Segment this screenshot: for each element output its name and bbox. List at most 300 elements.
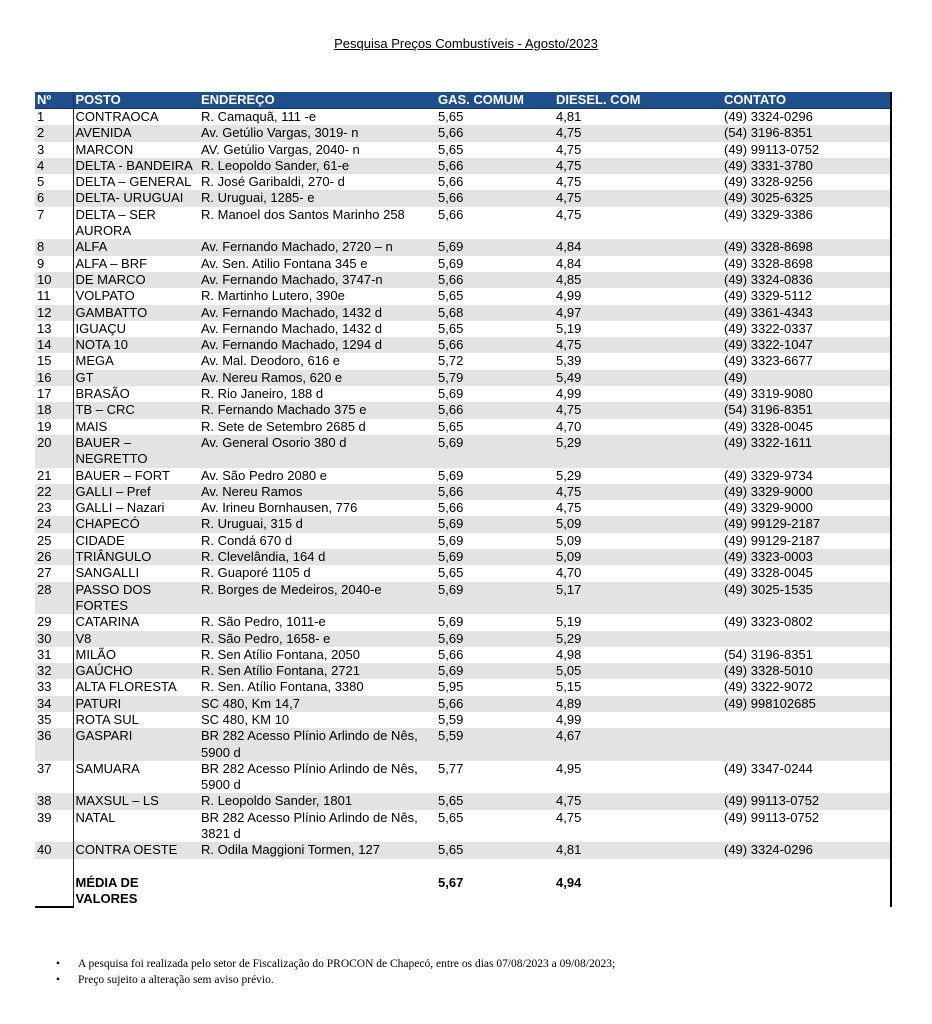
station-address: R. Borges de Medeiros, 2040-e xyxy=(199,582,436,615)
table-row xyxy=(35,142,891,158)
station-name: DELTA – GENERAL xyxy=(73,174,199,190)
station-address: R. Fernando Machado 375 e xyxy=(199,402,436,418)
table-row xyxy=(35,696,891,712)
station-contact: (49) 3331-3780 xyxy=(722,158,891,174)
station-name: SANGALLI xyxy=(73,565,199,581)
station-contact: (49) 99113-0752 xyxy=(722,810,891,843)
average-gas-price: 5,67 xyxy=(436,859,554,907)
station-name: DE MARCO xyxy=(73,272,199,288)
station-name: ALFA – BRF xyxy=(73,256,199,272)
gas-price: 5,65 xyxy=(436,321,554,337)
station-address: BR 282 Acesso Plínio Arlindo de Nês, 3821 d xyxy=(199,810,436,843)
station-contact: (49) 3329-3386 xyxy=(722,207,891,240)
station-name: DELTA – SER AURORA xyxy=(73,207,199,240)
row-number: 36 xyxy=(35,728,73,761)
average-empty-cell xyxy=(35,859,73,907)
station-address: BR 282 Acesso Plínio Arlindo de Nês, 5900 d xyxy=(199,761,436,794)
station-name: CONTRAOCA xyxy=(73,109,199,126)
station-address: BR 282 Acesso Plínio Arlindo de Nês, 5900 d xyxy=(199,728,436,761)
row-number: 4 xyxy=(35,158,73,174)
station-address: R. Uruguai, 1285- e xyxy=(199,190,436,206)
station-contact: (49) 3329-9000 xyxy=(722,500,891,516)
station-name: ALTA FLORESTA xyxy=(73,679,199,695)
row-number: 10 xyxy=(35,272,73,288)
row-number: 32 xyxy=(35,663,73,679)
diesel-price: 4,75 xyxy=(554,174,722,190)
diesel-price: 5,29 xyxy=(554,468,722,484)
station-name: ALFA xyxy=(73,239,199,255)
diesel-price: 5,19 xyxy=(554,614,722,630)
diesel-price: 4,75 xyxy=(554,125,722,141)
row-number: 3 xyxy=(35,142,73,158)
table-row xyxy=(35,533,891,549)
table-row xyxy=(35,793,891,809)
table-row xyxy=(35,810,891,843)
row-number: 40 xyxy=(35,842,73,858)
table-row xyxy=(35,647,891,663)
station-contact: (49) 3324-0296 xyxy=(722,109,891,126)
footnote-text: A pesquisa foi realizada pelo setor de Fiscalização do PROCON de Chapecó, entre os dias 07/08/2023 a 09/08/2023; xyxy=(78,958,616,970)
diesel-price: 4,75 xyxy=(554,190,722,206)
station-contact xyxy=(722,712,891,728)
row-number: 27 xyxy=(35,565,73,581)
gas-price: 5,68 xyxy=(436,305,554,321)
station-address: R. Odila Maggioni Tormen, 127 xyxy=(199,842,436,858)
table-row xyxy=(35,614,891,630)
table-row xyxy=(35,256,891,272)
station-name: DELTA- URUGUAI xyxy=(73,190,199,206)
station-contact: (49) 998102685 xyxy=(722,696,891,712)
station-address: Av. Irineu Bornhausen, 776 xyxy=(199,500,436,516)
gas-price: 5,95 xyxy=(436,679,554,695)
table-row xyxy=(35,516,891,532)
diesel-price: 4,67 xyxy=(554,728,722,761)
station-name: NATAL xyxy=(73,810,199,843)
station-name: BAUER – FORT xyxy=(73,468,199,484)
table-body xyxy=(35,109,891,907)
station-contact: (49) 3328-5010 xyxy=(722,663,891,679)
diesel-price: 4,75 xyxy=(554,500,722,516)
row-number: 19 xyxy=(35,419,73,435)
row-number: 1 xyxy=(35,109,73,126)
station-contact: (54) 3196-8351 xyxy=(722,402,891,418)
station-contact: (54) 3196-8351 xyxy=(722,125,891,141)
column-header-number: Nº xyxy=(35,92,73,109)
row-number: 8 xyxy=(35,239,73,255)
station-name: MEGA xyxy=(73,353,199,369)
station-name: GAÚCHO xyxy=(73,663,199,679)
table-row xyxy=(35,582,891,615)
station-contact: (49) 3322-1047 xyxy=(722,337,891,353)
diesel-price: 4,75 xyxy=(554,158,722,174)
diesel-price: 4,84 xyxy=(554,256,722,272)
gas-price: 5,66 xyxy=(436,158,554,174)
diesel-price: 4,75 xyxy=(554,810,722,843)
station-contact: (49) 99113-0752 xyxy=(722,793,891,809)
diesel-price: 5,15 xyxy=(554,679,722,695)
gas-price: 5,69 xyxy=(436,614,554,630)
diesel-price: 4,85 xyxy=(554,272,722,288)
gas-price: 5,66 xyxy=(436,207,554,240)
station-address: R. Uruguai, 315 d xyxy=(199,516,436,532)
station-name: VOLPATO xyxy=(73,288,199,304)
station-contact: (49) 99113-0752 xyxy=(722,142,891,158)
average-label: MÉDIA DE VALORES xyxy=(73,859,199,907)
station-address: Av. Mal. Deodoro, 616 e xyxy=(199,353,436,369)
fuel-price-table xyxy=(35,92,892,908)
row-number: 34 xyxy=(35,696,73,712)
station-name: GALLI – Pref xyxy=(73,484,199,500)
gas-price: 5,69 xyxy=(436,516,554,532)
station-contact: (49) 3328-9256 xyxy=(722,174,891,190)
table-row xyxy=(35,565,891,581)
station-contact: (49) 3347-0244 xyxy=(722,761,891,794)
row-number: 28 xyxy=(35,582,73,615)
diesel-price: 4,75 xyxy=(554,402,722,418)
station-name: GT xyxy=(73,370,199,386)
gas-price: 5,69 xyxy=(436,386,554,402)
average-diesel-price: 4,94 xyxy=(554,859,722,907)
row-number: 37 xyxy=(35,761,73,794)
station-name: AVENIDA xyxy=(73,125,199,141)
gas-price: 5,66 xyxy=(436,174,554,190)
table-row xyxy=(35,239,891,255)
diesel-price: 4,99 xyxy=(554,712,722,728)
station-address: Av. Sen. Atilio Fontana 345 e xyxy=(199,256,436,272)
station-contact: (49) 3324-0836 xyxy=(722,272,891,288)
station-address: R. São Pedro, 1658- e xyxy=(199,631,436,647)
row-number: 13 xyxy=(35,321,73,337)
diesel-price: 4,84 xyxy=(554,239,722,255)
gas-price: 5,69 xyxy=(436,663,554,679)
station-address: Av. Nereu Ramos, 620 e xyxy=(199,370,436,386)
row-number: 15 xyxy=(35,353,73,369)
station-name: PASSO DOS FORTES xyxy=(73,582,199,615)
station-name: TRIÂNGULO xyxy=(73,549,199,565)
station-address: R. Sete de Setembro 2685 d xyxy=(199,419,436,435)
station-contact: (49) 3329-5112 xyxy=(722,288,891,304)
row-number: 17 xyxy=(35,386,73,402)
gas-price: 5,59 xyxy=(436,712,554,728)
gas-price: 5,66 xyxy=(436,337,554,353)
table-row xyxy=(35,679,891,695)
station-address: AV. Getúlio Vargas, 2040- n xyxy=(199,142,436,158)
row-number: 31 xyxy=(35,647,73,663)
row-number: 16 xyxy=(35,370,73,386)
diesel-price: 4,75 xyxy=(554,484,722,500)
station-name: GALLI – Nazari xyxy=(73,500,199,516)
gas-price: 5,59 xyxy=(436,728,554,761)
station-contact: (49) 3328-0045 xyxy=(722,419,891,435)
table-row xyxy=(35,468,891,484)
footnote-item xyxy=(56,956,615,972)
station-address: R. Condá 670 d xyxy=(199,533,436,549)
station-contact: (49) 3322-1611 xyxy=(722,435,891,468)
gas-price: 5,65 xyxy=(436,142,554,158)
table-row xyxy=(35,190,891,206)
diesel-price: 4,81 xyxy=(554,842,722,858)
station-name: NOTA 10 xyxy=(73,337,199,353)
table-row xyxy=(35,402,891,418)
diesel-price: 4,75 xyxy=(554,207,722,240)
station-address: Av. Nereu Ramos xyxy=(199,484,436,500)
station-contact: (54) 3196-8351 xyxy=(722,647,891,663)
table-row xyxy=(35,158,891,174)
diesel-price: 4,97 xyxy=(554,305,722,321)
station-name: DELTA - BANDEIRA xyxy=(73,158,199,174)
table-row xyxy=(35,288,891,304)
table-row xyxy=(35,500,891,516)
station-name: GASPARI xyxy=(73,728,199,761)
table-row xyxy=(35,321,891,337)
station-address: R. Sen Atílio Fontana, 2050 xyxy=(199,647,436,663)
table-row xyxy=(35,712,891,728)
bullet-icon: • xyxy=(56,974,61,986)
table-row xyxy=(35,207,891,240)
row-number: 7 xyxy=(35,207,73,240)
station-address: Av. Fernando Machado, 3747-n xyxy=(199,272,436,288)
station-address: Av. Fernando Machado, 1432 d xyxy=(199,305,436,321)
table-row xyxy=(35,337,891,353)
station-contact: (49) 3025-1535 xyxy=(722,582,891,615)
row-number: 23 xyxy=(35,500,73,516)
station-address: R. Sen Atílio Fontana, 2721 xyxy=(199,663,436,679)
diesel-price: 4,89 xyxy=(554,696,722,712)
table-row xyxy=(35,419,891,435)
row-number: 20 xyxy=(35,435,73,468)
bullet-icon: • xyxy=(56,958,61,970)
row-number: 24 xyxy=(35,516,73,532)
station-name: ROTA SUL xyxy=(73,712,199,728)
footnote-item xyxy=(56,972,615,988)
table-header-row xyxy=(35,92,891,109)
diesel-price: 4,81 xyxy=(554,109,722,126)
station-name: TB – CRC xyxy=(73,402,199,418)
footnotes xyxy=(56,956,615,988)
station-address: SC 480, Km 14,7 xyxy=(199,696,436,712)
station-address: R. Leopoldo Sander, 1801 xyxy=(199,793,436,809)
station-name: BRASÃO xyxy=(73,386,199,402)
table-row xyxy=(35,353,891,369)
station-contact: (49) 3025-6325 xyxy=(722,190,891,206)
row-number: 5 xyxy=(35,174,73,190)
row-number: 11 xyxy=(35,288,73,304)
station-contact: (49) 3328-8698 xyxy=(722,256,891,272)
gas-price: 5,66 xyxy=(436,402,554,418)
row-number: 25 xyxy=(35,533,73,549)
gas-price: 5,65 xyxy=(436,565,554,581)
station-name: CATARINA xyxy=(73,614,199,630)
station-address: R. Clevelândia, 164 d xyxy=(199,549,436,565)
row-number: 22 xyxy=(35,484,73,500)
row-number: 35 xyxy=(35,712,73,728)
station-name: PATURI xyxy=(73,696,199,712)
diesel-price: 4,98 xyxy=(554,647,722,663)
row-number: 21 xyxy=(35,468,73,484)
station-name: GAMBATTO xyxy=(73,305,199,321)
column-header-diesel: DIESEL. COM xyxy=(554,92,722,109)
station-name: MILÃO xyxy=(73,647,199,663)
gas-price: 5,72 xyxy=(436,353,554,369)
station-address: R. Camaquã, 111 -e xyxy=(199,109,436,126)
row-number: 12 xyxy=(35,305,73,321)
average-empty-cell xyxy=(722,859,891,907)
average-empty-cell xyxy=(199,859,436,907)
gas-price: 5,66 xyxy=(436,125,554,141)
station-name: MAIS xyxy=(73,419,199,435)
column-header-contato: CONTATO xyxy=(722,92,891,109)
row-number: 38 xyxy=(35,793,73,809)
station-contact: (49) 3322-9072 xyxy=(722,679,891,695)
column-header-endereco: ENDEREÇO xyxy=(199,92,436,109)
gas-price: 5,69 xyxy=(436,631,554,647)
gas-price: 5,65 xyxy=(436,810,554,843)
gas-price: 5,69 xyxy=(436,435,554,468)
average-row xyxy=(35,859,891,907)
station-name: IGUAÇU xyxy=(73,321,199,337)
station-name: BAUER – NEGRETTO xyxy=(73,435,199,468)
station-address: R. Rio Janeiro, 188 d xyxy=(199,386,436,402)
station-contact: (49) 3323-0003 xyxy=(722,549,891,565)
table-row xyxy=(35,761,891,794)
diesel-price: 4,70 xyxy=(554,419,722,435)
gas-price: 5,65 xyxy=(436,288,554,304)
row-number: 6 xyxy=(35,190,73,206)
diesel-price: 5,39 xyxy=(554,353,722,369)
station-address: R. Leopoldo Sander, 61-e xyxy=(199,158,436,174)
page-title: Pesquisa Preços Combustíveis - Agosto/2023 xyxy=(334,36,598,51)
station-contact: (49) 3323-0802 xyxy=(722,614,891,630)
gas-price: 5,66 xyxy=(436,696,554,712)
diesel-price: 5,09 xyxy=(554,549,722,565)
station-name: MARCON xyxy=(73,142,199,158)
diesel-price: 4,75 xyxy=(554,337,722,353)
table-row xyxy=(35,631,891,647)
row-number: 33 xyxy=(35,679,73,695)
diesel-price: 5,09 xyxy=(554,533,722,549)
station-name: CONTRA OESTE xyxy=(73,842,199,858)
diesel-price: 4,75 xyxy=(554,142,722,158)
diesel-price: 5,05 xyxy=(554,663,722,679)
footnote-text: Preço sujeito a alteração sem aviso prévio. xyxy=(78,974,274,986)
gas-price: 5,66 xyxy=(436,272,554,288)
row-number: 29 xyxy=(35,614,73,630)
gas-price: 5,66 xyxy=(436,190,554,206)
station-name: V8 xyxy=(73,631,199,647)
table-row xyxy=(35,174,891,190)
gas-price: 5,65 xyxy=(436,842,554,858)
station-address: Av. Fernando Machado, 2720 – n xyxy=(199,239,436,255)
station-name: MAXSUL – LS xyxy=(73,793,199,809)
row-number: 30 xyxy=(35,631,73,647)
row-number: 39 xyxy=(35,810,73,843)
row-number: 9 xyxy=(35,256,73,272)
station-contact: (49) 3319-9080 xyxy=(722,386,891,402)
table-row xyxy=(35,386,891,402)
table-row xyxy=(35,370,891,386)
station-contact: (49) 3329-9000 xyxy=(722,484,891,500)
column-header-posto: POSTO xyxy=(73,92,199,109)
diesel-price: 4,99 xyxy=(554,288,722,304)
diesel-price: 4,95 xyxy=(554,761,722,794)
station-address: R. São Pedro, 1011-e xyxy=(199,614,436,630)
station-address: Av. Getúlio Vargas, 3019- n xyxy=(199,125,436,141)
station-contact: (49) 99129-2187 xyxy=(722,533,891,549)
diesel-price: 5,29 xyxy=(554,631,722,647)
station-address: Av. Fernando Machado, 1432 d xyxy=(199,321,436,337)
diesel-price: 5,29 xyxy=(554,435,722,468)
station-contact: (49) 3329-9734 xyxy=(722,468,891,484)
table-row xyxy=(35,484,891,500)
station-address: R. Guaporé 1105 d xyxy=(199,565,436,581)
table-row xyxy=(35,305,891,321)
station-address: R. Sen. Atílio Fontana, 3380 xyxy=(199,679,436,695)
table-row xyxy=(35,272,891,288)
station-address: R. José Garibaldi, 270- d xyxy=(199,174,436,190)
diesel-price: 4,70 xyxy=(554,565,722,581)
station-contact: (49) 3324-0296 xyxy=(722,842,891,858)
gas-price: 5,77 xyxy=(436,761,554,794)
row-number: 18 xyxy=(35,402,73,418)
gas-price: 5,65 xyxy=(436,109,554,126)
station-contact: (49) xyxy=(722,370,891,386)
station-address: Av. São Pedro 2080 e xyxy=(199,468,436,484)
row-number: 26 xyxy=(35,549,73,565)
station-address: R. Martinho Lutero, 390e xyxy=(199,288,436,304)
gas-price: 5,65 xyxy=(436,419,554,435)
gas-price: 5,69 xyxy=(436,533,554,549)
gas-price: 5,65 xyxy=(436,793,554,809)
station-contact: (49) 3323-6677 xyxy=(722,353,891,369)
station-contact: (49) 3328-0045 xyxy=(722,565,891,581)
station-contact xyxy=(722,728,891,761)
diesel-price: 4,99 xyxy=(554,386,722,402)
station-name: CIDADE xyxy=(73,533,199,549)
column-header-gas: GAS. COMUM xyxy=(436,92,554,109)
station-contact: (49) 3328-8698 xyxy=(722,239,891,255)
gas-price: 5,66 xyxy=(436,647,554,663)
row-number: 14 xyxy=(35,337,73,353)
station-name: CHAPECÓ xyxy=(73,516,199,532)
diesel-price: 5,19 xyxy=(554,321,722,337)
station-name: SAMUARA xyxy=(73,761,199,794)
station-address: Av. General Osorio 380 d xyxy=(199,435,436,468)
gas-price: 5,66 xyxy=(436,500,554,516)
row-number: 2 xyxy=(35,125,73,141)
diesel-price: 5,09 xyxy=(554,516,722,532)
table-row xyxy=(35,435,891,468)
diesel-price: 5,17 xyxy=(554,582,722,615)
gas-price: 5,79 xyxy=(436,370,554,386)
gas-price: 5,69 xyxy=(436,468,554,484)
station-contact: (49) 3361-4343 xyxy=(722,305,891,321)
table-row xyxy=(35,728,891,761)
station-address: Av. Fernando Machado, 1294 d xyxy=(199,337,436,353)
table-row xyxy=(35,663,891,679)
station-contact: (49) 99129-2187 xyxy=(722,516,891,532)
gas-price: 5,66 xyxy=(436,484,554,500)
station-address: SC 480, KM 10 xyxy=(199,712,436,728)
gas-price: 5,69 xyxy=(436,549,554,565)
diesel-price: 5,49 xyxy=(554,370,722,386)
table-row xyxy=(35,109,891,126)
station-contact xyxy=(722,631,891,647)
station-address: R. Manoel dos Santos Marinho 258 xyxy=(199,207,436,240)
gas-price: 5,69 xyxy=(436,582,554,615)
table-row xyxy=(35,842,891,858)
table-row xyxy=(35,125,891,141)
station-contact: (49) 3322-0337 xyxy=(722,321,891,337)
